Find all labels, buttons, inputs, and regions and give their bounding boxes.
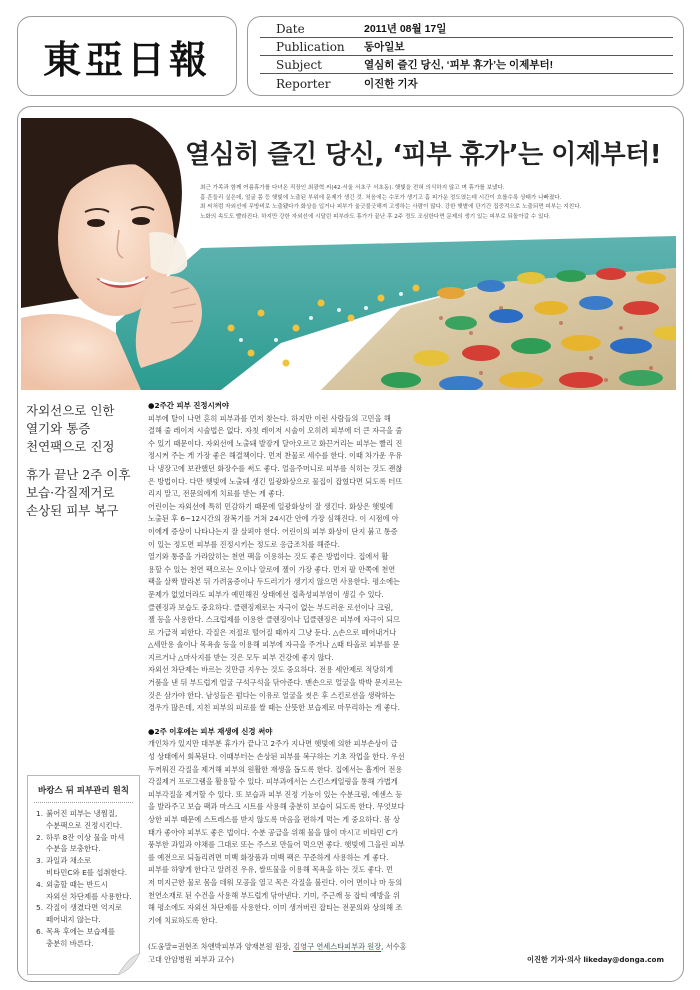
body-line: 피부에 탈이 나면 흔히 피부과를 먼저 찾는다. 하지만 이런 사람들의 고민을 해 [148,413,391,423]
meta-label: Reporter [276,77,331,91]
headline-part: 열심히 [185,140,268,170]
meta-value-date: 2011년 08월 17일 [364,23,447,35]
body-line: 저 미지근한 물로 몸을 데워 모공을 열고 목은 각질을 불린다. 이어 면이나 마 등의 [148,877,403,887]
tips-item-number: 3. [36,856,44,866]
lead-line: 최근 가족과 함께 여름휴가를 다녀온 직장인 최광혁 씨(42·서울 서초구 서초동). 햇빛을 전혀 의식하지 않고 며 휴가를 보냈다. [200,185,505,191]
body-line: 피부를 하얗게 한다고 알려진 우유, 쌀뜨물을 이용해 목욕을 하는 것도 좋다. 먼 [148,865,393,875]
body-line: 태가 좋아야 피부도 좋은 법이다. 수분 공급을 위해 물을 많이 마시고 비타민 C가 [148,827,398,837]
credits-highlight: 김영구 연세스타피부과 원장 [293,942,382,951]
headline-bold: 즐긴 [267,140,317,170]
section-1-text [148,413,676,715]
tips-list [28,803,139,950]
tips-item-text: 각질이 생겼다면 억지로 떼어내지 않는다. [46,903,123,925]
meta-value-publication: 동아일보 [364,41,405,53]
body-line: 이 있는 정도면 피부를 진정시키는 정도로 응급조치를 해준다. [148,539,340,549]
tips-item [36,808,133,832]
meta-row-date [260,20,673,38]
body-line: 상한 피부 때문에 스트레스를 받지 않도록 마음을 편하게 먹는 게 중요하다. 몸 상 [148,815,400,824]
meta-label: Subject [276,58,322,72]
side-heading-1: 자외선으로 인한 열기와 통증 천연팩으로 진정 [26,403,115,454]
credits [148,940,676,966]
masthead-logo [17,16,237,96]
body-line: 로 가급적 피한다. 각질은 저절로 떨어질 때까지 그냥 둔다. △손으로 떼어내거나 [148,627,397,637]
headline-part: ’는 이제부터! [508,140,662,170]
body-line: 수 있기 때문이다. 자외선에 노출돼 발갛게 달아오르고 화끈거리는 피부는 빨리 진 [148,438,403,448]
meta-value-subject: 열심히 즐긴 당신, ‘피부 휴가’는 이제부터! [364,59,554,71]
body-line: 문제가 없었더라도 피부가 예민해진 상태에선 접촉성피부염이 생길 수 있다. [148,589,384,599]
body-line: 천연소재로 된 수건을 사용해 부드럽게 닦아낸다. 기미, 주근깨 등 잡티 예방을 위 [148,890,400,900]
article-meta-table [247,16,684,96]
credits-line-2: 고대 안암병원 피부과 교수) [148,955,235,964]
meta-value-reporter: 이진한 기자 [364,78,418,90]
tips-item [36,855,133,879]
body-line: 팩을 살짝 발라본 뒤 가려움증이나 두드러기가 생기지 않으면 사용한다. 평소에는 [148,577,400,587]
section-spacer [148,715,676,726]
lead-line: 최 씨처럼 자외선에 무방비로 노출됐다가 화상을 입거나 피부가 울긋불긋해져 고생하는 사람이 많다. 강한 햇볕에 단기간 집중적으로 노출되면 피부는 지친다. [200,204,582,210]
headline-part: 당신, ‘ [316,140,402,170]
tips-item-number: 4. [36,879,44,889]
body-line: 어린이는 자외선에 특히 민감하기 때문에 일광화상이 잘 생긴다. 화상은 햇빛에 [148,501,394,511]
credits-text: (도움말=권현조 차앤박피부과 양재본원 원장, [148,942,294,951]
body-line: 경우가 많은데, 지친 피부의 피로를 쌀 때는 산뜻한 보습제로 마무리하는 게 좋다. [148,703,400,713]
body-line: 이에게 증상이 나타나는지 잘 살펴야 한다. 어린이의 피부 화상이 단지 붉고 통증 [148,526,398,536]
body-line: 결해 줄 레이저 시술법은 없다. 자칫 레이저 시술이 오히려 피부에 더 큰 자극을 줄 [148,426,403,436]
body-line: 각질제거 프로그램을 활용할 수 있다. 피부과에서는 스킨스케일링을 통해 가볍게 [148,777,398,787]
body-line: 리지 말고, 전문의에게 치료를 받는 게 좋다. [148,489,285,499]
body-line: 두꺼워진 각질을 제거해 피부의 원활한 재생을 돕도록 한다. 집에서는 흡게어 전용 [148,764,403,774]
page-curl-icon [118,953,140,975]
side-heading-2: 휴가 끝난 2주 이후 보습·각질제거로 손상된 피부 복구 [26,467,131,518]
meta-row-reporter [260,74,673,92]
reporter-signature: 이진한 기자·의사 likeday@donga.com [527,955,664,964]
tips-item-text: 외출할 때는 반드시 자외선 차단제를 사용한다. [46,879,132,901]
body-line: 를 예전으로 되돌리려면 미백 화장품과 미백 팩은 꾸준하게 사용하는 게 좋다. [148,852,389,862]
body-line: 해 평소에도 자외선 차단제를 사용한다. 이미 생겨버린 잡티는 전문의와 상의해 조 [148,903,403,913]
lead-paragraph [200,184,670,222]
credits-line-1 [148,940,676,953]
body-line: 클렌징과 보습도 중요하다. 클렌징제로는 자극이 없는 부드러운 로션이나 크림, [148,602,394,612]
body-line: 개인차가 있지만 대부분 휴가가 끝나고 2주가 지나면 햇빛에 의한 피부손상이 급 [148,739,398,749]
tips-card [27,775,140,975]
body-line: 성 상태에서 회복된다. 이때부터는 손상된 피부를 복구하는 기초 작업을 한다. 우선 [148,752,405,762]
body-line: 젤 등을 사용한다. 스크럽제를 이용한 클렌징이나 딥클렌징은 피부에 자극이 되므 [148,615,400,625]
lead-line: 노화의 속도도 빨라진다. 하지만 강한 자외선에 시달린 피부라도 휴가가 끝난 후 2주 정도 조심한다면 문제의 생기 있는 피부로 되돌아갈 수 있다. [200,213,551,220]
section-title-2: ●2주 이후에는 피부 재생에 신경 써야 [148,726,273,736]
meta-label: Date [276,22,305,36]
tips-item-text: 붉어진 피부는 냉찜질, 수분팩으로 진정시킨다. [46,809,123,830]
tips-title: 바캉스 뒤 피부관리 원칙 [34,776,133,803]
tips-item [36,879,133,903]
body-line: 을 발라주고 보습 팩과 마스크 시트를 사용해 충분히 보습이 되도록 한다. 무엇보다 [148,802,405,812]
tips-item [36,832,133,856]
credits-text: , 서수홍 [381,942,407,951]
body-line: 거품을 낸 뒤 부드럽게 얼굴 구석구석을 닦아준다. 맨손으로 얼굴을 박박 문지르는 [148,678,403,688]
meta-row-publication [260,38,673,56]
body-line: 은 방법이다. 다만 햇빛에 노출돼 생긴 일광화상으로 물집이 잡혔다면 되도록 터뜨 [148,476,403,486]
tips-item-text: 목욕 후에는 보습제를 충분히 바른다. [46,926,115,948]
body-line: △세안용 솔이나 목욕솔 등을 이용해 피부에 자극을 주거나 △때 타올로 피부를 문 [148,640,400,650]
body-line: 나 냉장고에 보관했던 화장수를 써도 좋다. 얼음주머니로 피부를 식히는 것도 괜찮 [148,463,403,473]
tips-item-number: 5. [36,903,44,913]
headline [185,134,661,171]
body-line: 노출된 후 6~12시간의 잠복기를 거쳐 24시간 안에 가장 심해진다. 이 시점에 아 [148,514,399,524]
lead-line: 흠 흔들리 싶은데, 얼굴 몸 등 햇빛에 노출된 부위에 문제가 생긴 것. 처음에는 수포가 생기고 흠 피가운 정도였는데 시간이 흐를수록 상태가 나빠졌다. [200,194,562,201]
tips-item-number: 1. [36,809,44,818]
tips-item [36,902,133,926]
article-body [148,400,676,927]
section-2-text [148,738,676,927]
body-line: 용할 수 있는 천연 팩으로는 오이나 알로에 젤이 가장 좋다. 먼저 팔 안쪽에 천연 [148,564,396,574]
tips-item-text: 과일과 채소로 비타민C와 E를 섭취한다. [46,856,128,877]
newspaper-logo-text: 東亞日報 [42,36,211,82]
tips-item-number: 2. [36,832,44,842]
body-line: 열기와 통증을 가라앉히는 천연 팩을 이용하는 것도 좋은 방법이다. 집에서 활 [148,552,389,562]
body-line: 풍부한 과일과 야채를 그대로 또는 주스로 만들어 먹으면 좋다. 햇빛에 그을린 피부 [148,840,405,850]
meta-label: Publication [276,40,345,54]
body-line: 기에 치료하도록 한다. [148,915,218,925]
body-line: 정시켜 주는 게 가장 좋은 해결책이다. 먼저 찬물로 세수를 한다. 이때 차가운 우유 [148,451,403,461]
tips-item-text: 하루 8잔 이상 물을 마셔 수분을 보충한다. [46,832,125,854]
meta-row-subject [260,56,673,74]
headline-bold: 피부 휴가 [401,140,509,170]
body-line: 것은 삼가야 한다. 남성들은 펌다는 이유로 얼굴을 씻은 후 스킨로션을 생략하는 [148,690,396,700]
tips-item [36,926,133,950]
section-title-1: ●2주간 피부 진정시켜야 [148,401,229,410]
body-line: 지르거나 △마사지를 받는 것은 모두 피부 건강에 좋지 않다. [148,652,334,662]
body-line: 피부각질을 제거할 수 있다. 또 보습과 피부 진정 기능이 있는 수분크림, 에센스 등 [148,789,403,799]
tips-item-number: 6. [36,926,44,936]
body-line: 자외선 차단제는 바르는 것만큼 지우는 것도 중요하다. 전용 세안제로 적당히게 [148,665,394,675]
